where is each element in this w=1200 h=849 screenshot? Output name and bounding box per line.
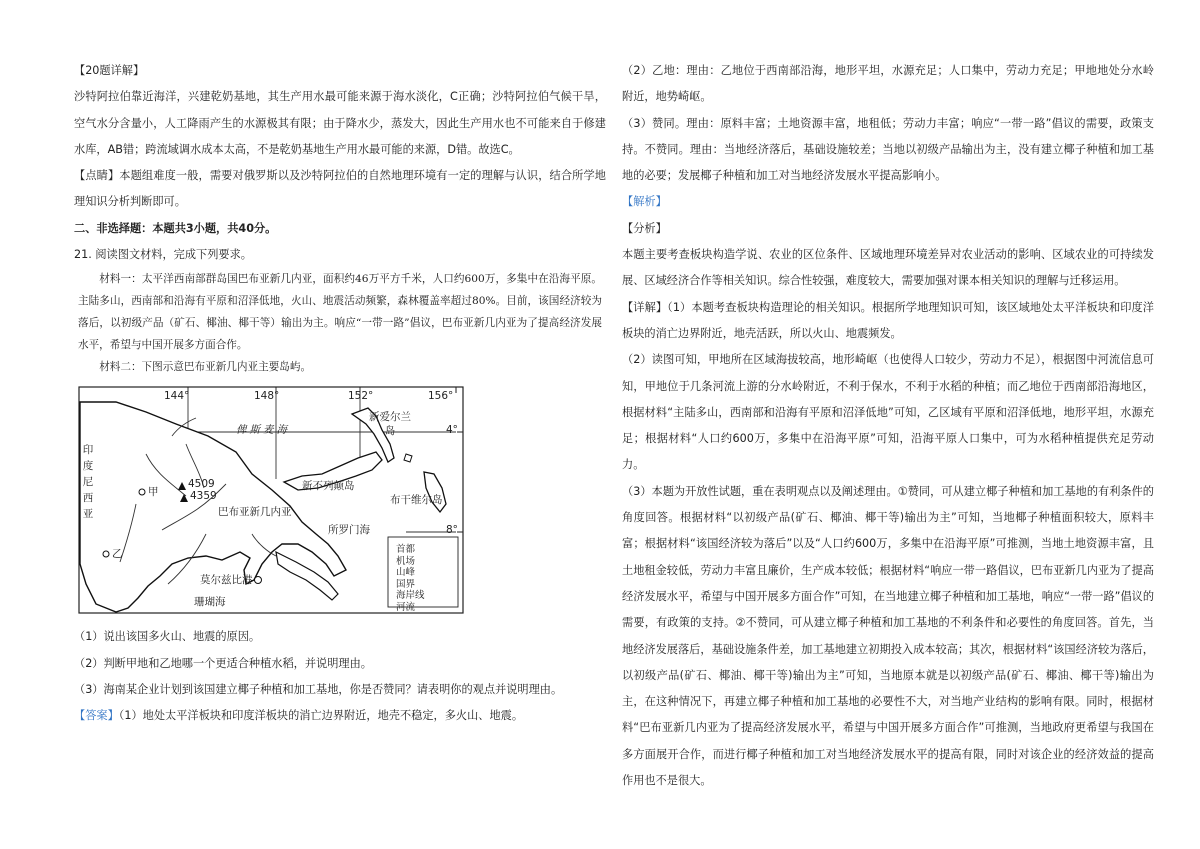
legend-border: 国界 <box>396 578 416 590</box>
q20-dianjing: 【点睛】本题组难度一般，需要对俄罗斯以及沙特阿拉伯的自然地理环境有一定的理解与认识，结合所学地理知识分析判断即可。 <box>74 169 606 209</box>
legend-airport: 机场 <box>396 555 416 567</box>
jia-label: 甲 <box>148 486 159 499</box>
xiangjie-2: （2）读图可知，甲地所在区域海拔较高，地形崎岖（也使得人口较少，劳动力不足），根据图中河流信息可知，甲地位于几条河流上游的分水岭附近，不利于保水，不利于水稻的种植；而乙地位于西南部沿海地区，根据材料“主陆多山，西南部和沿海有平原和沼泽低地”可知，乙区域有平原和沼泽低地，地形平坦，水源充足；根据材料“人口约600万，多集中在沿海平原”可知，沿海平原人口集中，可为水稻种植提供充足劳动力。 <box>622 353 1154 472</box>
fenxi-text: 本题主要考查板块构造学说、农业的区位条件、区域地理环境差异对农业活动的影响、区域农业的可持续发展、区域经济合作等相关知识。综合性较强，难度较大，需要加强对课本相关知识的理解与迁移运用。 <box>622 248 1154 288</box>
left-column <box>74 58 606 730</box>
jiexi-tag: 【解析】 <box>622 195 667 209</box>
xiangjie-1: 【详解】（1）本题考查板块构造理论的相关知识。根据所学地理知识可知，该区域地处太平洋板块和印度洋板块的消亡边界附近，地壳活跃，所以火山、地震频发。 <box>622 300 1154 340</box>
map-legend <box>396 544 425 613</box>
yi-marker <box>103 551 109 557</box>
legend-river: 河流 <box>396 601 416 613</box>
legend-peak: 山峰 <box>396 567 416 579</box>
question-1: （1）说出该国多火山、地震的原因。 <box>74 630 261 644</box>
right-column <box>622 58 1154 794</box>
solomon-sea-label: 所罗门海 <box>328 524 370 537</box>
q20-title: 【20题详解】 <box>74 64 145 77</box>
legend-coastline: 海岸线 <box>396 590 425 602</box>
port-moresby-label: 莫尔兹比港 <box>200 574 253 587</box>
answer-2: （2）乙地：理由：乙地位于西南部沿海，地形平坦，水源充足；人口集中，劳动力充足；甲地地处分水岭附近，地势崎岖。 <box>622 64 1154 104</box>
material-two: 材料二：下图示意巴布亚新几内亚主要岛屿。 <box>99 361 312 374</box>
capital-marker <box>255 577 262 584</box>
q20-detail: 沙特阿拉伯靠近海洋，兴建乾奶基地，其生产用水最可能来源于海水淡化，C正确；沙特阿拉伯气候干旱，空气水分含量小，人工降雨产生的水源极其有限；由于降水少，蒸发大，因此生产用水也不可能来自于修建水库，AB错；跨流域调水成本太高，不是乾奶基地生产用水最可能的来源，D错。故选C。 <box>74 90 606 156</box>
new-britain-label: 新不列颠岛 <box>302 480 355 493</box>
yi-label: 乙 <box>112 548 123 561</box>
answer-1-line <box>74 703 606 729</box>
png-label: 巴布亚新几内亚 <box>218 506 292 519</box>
lat-label-8: 8° <box>446 524 458 537</box>
lon-label-152: 152° <box>348 390 374 403</box>
question-2: （2）判断甲地和乙地哪一个更适合种植水稻，并说明理由。 <box>74 656 372 670</box>
lon-label-144: 144° <box>164 390 190 403</box>
answer-tag: 【答案】 <box>74 709 119 723</box>
peak-4359-label: 4359 <box>190 490 217 503</box>
indonesia-label: 印度尼西亚 <box>82 444 94 521</box>
q21-stem: 21. 阅读图文材料，完成下列要求。 <box>74 248 252 262</box>
jia-marker <box>139 489 145 495</box>
section-title: 二、非选择题：本题共3小题，共40分。 <box>74 221 277 235</box>
material-one: 材料一：太平洋西南部群岛国巴布亚新几内亚，面积约46万平方千米，人口约600万，多集中在沿海平原。主陆多山，西南部和沿海有平原和沼泽低地，火山、地震活动频繁，森林覆盖率超过80%。目前，该国经济较为落后，以初级产品（矿石、椰油、椰干等）输出为主。响应“一带一路”倡议，巴布亚新几内亚为了提高经济发展水平，希望与中国开展多方面合作。 <box>78 273 602 352</box>
new-ireland-label: 新爱尔兰岛 <box>369 411 411 438</box>
png-map <box>76 384 466 616</box>
bismarck-sea-label: 俾斯麦海 <box>236 424 290 437</box>
lon-label-156: 156° <box>428 390 454 403</box>
coral-sea-label: 珊瑚海 <box>194 596 226 609</box>
answer-1: （1）地处太平洋板块和印度洋板块的消亡边界附近，地壳不稳定，多火山、地震。 <box>118 709 524 723</box>
fenxi-title: 【分析】 <box>622 221 667 235</box>
question-3: （3）海南某企业计划到该国建立椰子种植和加工基地，你是否赞同？请表明你的观点并说明理由。 <box>74 682 563 696</box>
lat-label-4: 4° <box>446 424 458 437</box>
xiangjie-3: （3）本题为开放性试题，重在表明观点以及阐述理由。①赞同，可从建立椰子种植和加工基地的有利条件的角度回答。根据材料“以初级产品(矿石、椰油、椰干等)输出为主”可知，当地椰子种植面积较大，原料丰富；根据材料“该国经济较为落后”以及“人口约600万，多集中在沿海平原”可推测，当地土地资源丰富，且土地租金较低，劳动力丰富且廉价，生产成本较低；根据材料“响应一带一路倡议，巴布亚新几内亚为了提高经济发展水平，希望与中国开展多方面合作”可知，在当地建立椰子种植和加工基地，响应“一带一路”倡议的需要，有政策的支持。②不赞同，可从建立椰子种植和加工基地的不利条件和必要性的角度回答。首先，当地经济发展落后，基础设施条件差，加工基地建立初期投入成本较高；其次，根据材料“该国经济较为落后，以初级产品(矿石、椰油、椰干等)输出为主”可知，当地原本就是以初级产品(矿石、椰油、椰干等)输出为主，在这种情况下，再建立椰子种植和加工基地的必要性不大，对当地产业结构的影响有限。同时，根据材料“巴布亚新几内亚为了提高经济发展水平，希望与中国开展多方面合作”可推测，当地政府更希望与我国在多方面展开合作，而进行椰子种植和加工对当地经济发展水平的提高有限，同时对该企业的经济效益的提高作用也不是很大。 <box>622 484 1155 788</box>
peak-4509-label: 4509 <box>188 478 215 491</box>
answer-3: （3）赞同。理由：原料丰富；土地资源丰富，地租低；劳动力丰富；响应“一带一路”倡议的需要，政策支持。不赞同。理由：当地经济落后，基础设施较差；当地以初级产品输出为主，没有建立椰子种植和加工基地的必要；发展椰子种植和加工对当地经济发展水平提高影响小。 <box>622 116 1154 183</box>
legend-capital: 首都 <box>396 544 416 556</box>
bougainville-label: 布干维尔岛 <box>390 494 443 507</box>
lon-label-148: 148° <box>254 390 280 403</box>
